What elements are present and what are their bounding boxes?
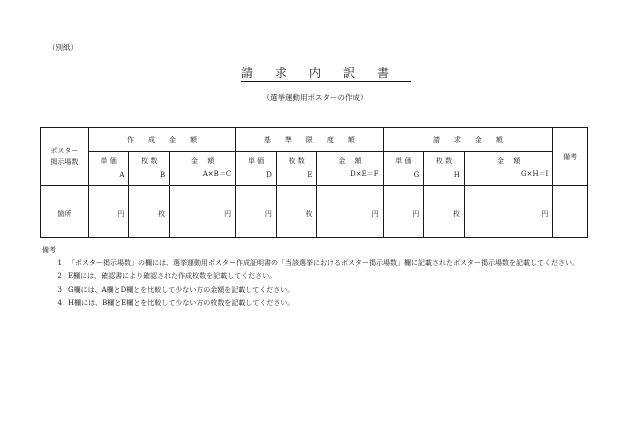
- header-label: 金 額: [496, 157, 521, 165]
- note-number: 1: [57, 259, 62, 268]
- unit-label: 箇所: [57, 209, 72, 218]
- column-code: A×B＝C: [202, 170, 232, 178]
- unit-label: 円: [412, 209, 420, 218]
- limit-count-cell[interactable]: [276, 186, 317, 238]
- request-count-cell[interactable]: [424, 186, 465, 238]
- poster-sites-header: [41, 128, 89, 186]
- note-text: H欄には、B欄とE欄とを比較して少ない方の枚数を記載してください。: [68, 298, 295, 307]
- production-unit-price-cell[interactable]: [88, 186, 129, 238]
- notes-section: [42, 244, 602, 310]
- production-amount-cell[interactable]: [170, 186, 236, 238]
- unit-label: 円: [224, 209, 232, 218]
- document-title: [0, 64, 630, 81]
- unit-label: 枚: [452, 209, 460, 218]
- request-amount-cell[interactable]: [464, 186, 552, 238]
- production-count-header: [129, 152, 170, 186]
- header-label: 単 価: [247, 157, 265, 165]
- request-count-header: [424, 152, 465, 186]
- note-text: E欄には、確認書により確認された作成枚数を記載してください。: [68, 272, 277, 281]
- poster-sites-cell[interactable]: [41, 186, 89, 238]
- table-header-sub-row: [41, 152, 588, 186]
- request-amount-sub-header: [464, 152, 552, 186]
- column-code: A: [119, 171, 125, 179]
- table-header-group-row: [41, 128, 588, 152]
- limit-amount-sub-header: [317, 152, 383, 186]
- unit-label: 円: [541, 209, 549, 218]
- limit-unit-price-cell[interactable]: [236, 186, 277, 238]
- note-text: G欄には、A欄とD欄とを比較して少ない方の金額を記載してください。: [68, 285, 295, 294]
- request-unit-price-cell[interactable]: [383, 186, 424, 238]
- document-subtitle: （選挙運動用ポスターの作成）: [262, 93, 368, 102]
- header-label: 単 価: [100, 157, 117, 165]
- column-code: G×H＝I: [521, 170, 549, 178]
- header-label: 単 価: [395, 157, 412, 165]
- remarks-header: 備考: [553, 128, 588, 186]
- production-count-cell[interactable]: [129, 186, 170, 238]
- column-code: B: [159, 171, 166, 179]
- limit-amount-header: 基準限度額: [236, 128, 383, 152]
- column-code: D×E＝F: [350, 170, 379, 178]
- unit-label: 枚: [305, 209, 313, 218]
- poster-sites-header-line1: ポスター: [50, 146, 79, 155]
- appendix-label: （別紙）: [48, 43, 78, 52]
- production-amount-header: 作成金額: [88, 128, 235, 152]
- unit-label: 円: [264, 209, 272, 218]
- header-label: 枚 数: [141, 157, 158, 165]
- column-code: H: [453, 171, 460, 179]
- request-breakdown-table: [40, 127, 588, 238]
- unit-label: 枚: [158, 209, 166, 218]
- list-item: [42, 284, 602, 297]
- request-amount-header: 請求金額: [383, 128, 553, 152]
- production-unit-price-header: [88, 152, 129, 186]
- note-number: 3: [57, 285, 62, 294]
- poster-sites-header-line2: 掲示場数: [50, 157, 79, 166]
- note-number: 4: [57, 298, 62, 307]
- document-title-text: 請求内訳書: [240, 66, 411, 80]
- table-row: [41, 186, 588, 238]
- production-amount-sub-header: [170, 152, 236, 186]
- note-text: 「ポスター掲示場数」の欄には、選挙運動用ポスター作成証明書の「当該選挙におけるポスター掲示場数」欄に記載されたポスター掲示場数を記載してください。: [68, 259, 579, 268]
- header-label: 枚 数: [288, 157, 305, 165]
- list-item: [42, 297, 602, 310]
- list-item: [42, 257, 602, 270]
- unit-label: 円: [117, 209, 125, 218]
- notes-heading: 備考: [42, 246, 56, 254]
- column-code: D: [266, 171, 272, 179]
- limit-amount-cell[interactable]: [317, 186, 383, 238]
- header-label: 金 額: [338, 157, 362, 165]
- header-label: 金 額: [191, 157, 215, 165]
- request-unit-price-header: [383, 152, 424, 186]
- limit-count-header: [276, 152, 317, 186]
- column-code: E: [307, 171, 313, 179]
- column-code: G: [413, 171, 420, 179]
- unit-label: 円: [371, 209, 379, 218]
- header-label: 枚 数: [435, 157, 453, 165]
- note-number: 2: [57, 272, 62, 281]
- remarks-cell[interactable]: [553, 186, 588, 238]
- list-item: [42, 270, 602, 283]
- limit-unit-price-header: [236, 152, 277, 186]
